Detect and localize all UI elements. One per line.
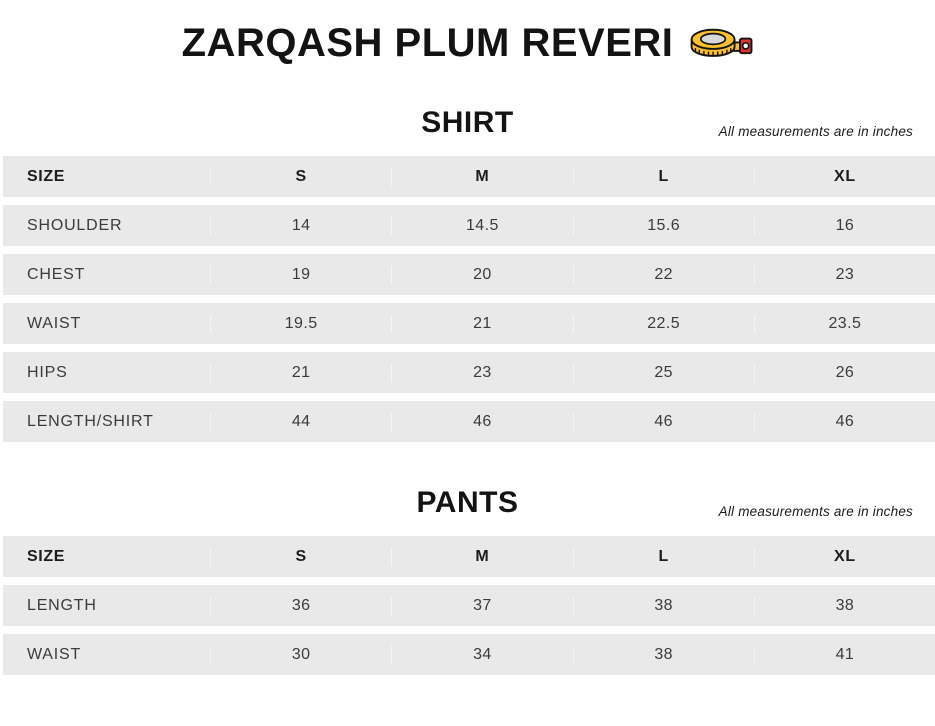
value-cell: 46 <box>391 413 572 431</box>
row-label: SHOULDER <box>27 216 123 234</box>
value-cell: 19.5 <box>210 315 391 333</box>
value-cell: 44 <box>210 413 391 431</box>
value-cell: 22.5 <box>573 315 754 333</box>
value-cell: 36 <box>210 597 391 615</box>
shirt-section-head <box>0 106 935 140</box>
value-cell: 26 <box>754 364 935 382</box>
row-label: WAIST <box>27 314 82 332</box>
value-cell: 37 <box>391 597 572 615</box>
pants-size-table <box>3 536 935 675</box>
header-cell-l: L <box>573 168 754 186</box>
value-cell: 14.5 <box>391 217 572 235</box>
value-cell: 38 <box>573 597 754 615</box>
header-cell-l: L <box>573 548 754 566</box>
table-row-chest <box>3 254 935 295</box>
value-cell: 15.6 <box>573 217 754 235</box>
table-row-length-shirt <box>3 401 935 442</box>
table-row-waist <box>3 303 935 344</box>
value-cell: 14 <box>210 217 391 235</box>
header-cell-xl: XL <box>754 548 935 566</box>
value-cell: 22 <box>573 266 754 284</box>
table-row-shoulder <box>3 205 935 246</box>
value-cell: 46 <box>573 413 754 431</box>
table-row-length <box>3 585 935 626</box>
pants-table-header-row <box>3 536 935 577</box>
pants-measurement-note: All measurements are in inches <box>718 504 913 519</box>
tape-measure-icon <box>687 23 753 68</box>
value-cell: 46 <box>754 413 935 431</box>
value-cell: 41 <box>754 646 935 664</box>
value-cell: 21 <box>391 315 572 333</box>
row-label: WAIST <box>27 645 82 663</box>
value-cell: 19 <box>210 266 391 284</box>
pants-heading: PANTS <box>416 486 519 519</box>
shirt-size-table <box>3 156 935 442</box>
value-cell: 20 <box>391 266 572 284</box>
row-label: HIPS <box>27 363 68 381</box>
table-row-hips <box>3 352 935 393</box>
pants-section-head <box>0 486 935 520</box>
value-cell: 21 <box>210 364 391 382</box>
value-cell: 38 <box>573 646 754 664</box>
page-title <box>0 18 935 68</box>
value-cell: 38 <box>754 597 935 615</box>
pants-section <box>0 486 935 675</box>
value-cell: 16 <box>754 217 935 235</box>
row-label: CHEST <box>27 265 86 283</box>
value-cell: 30 <box>210 646 391 664</box>
shirt-measurement-note: All measurements are in inches <box>718 124 913 139</box>
value-cell: 23.5 <box>754 315 935 333</box>
shirt-table-header-row <box>3 156 935 197</box>
header-cell-size: SIZE <box>27 167 65 185</box>
shirt-heading: SHIRT <box>421 106 514 139</box>
page-title-text: ZARQASH PLUM REVERI <box>181 21 674 65</box>
header-cell-m: M <box>391 168 572 186</box>
value-cell: 34 <box>391 646 572 664</box>
size-chart-page <box>0 18 935 726</box>
header-cell-s: S <box>210 168 391 186</box>
table-row-waist <box>3 634 935 675</box>
header-cell-m: M <box>391 548 572 566</box>
header-cell-s: S <box>210 548 391 566</box>
header-cell-size: SIZE <box>27 547 65 565</box>
value-cell: 23 <box>754 266 935 284</box>
value-cell: 23 <box>391 364 572 382</box>
row-label: LENGTH/SHIRT <box>27 412 154 430</box>
header-cell-xl: XL <box>754 168 935 186</box>
shirt-section <box>0 106 935 442</box>
row-label: LENGTH <box>27 596 97 614</box>
value-cell: 25 <box>573 364 754 382</box>
